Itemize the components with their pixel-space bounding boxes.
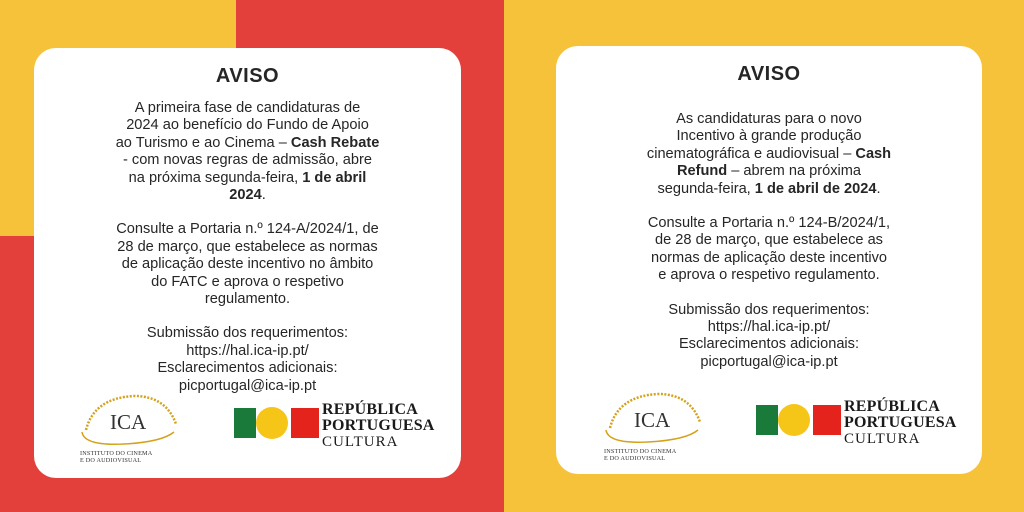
- bold-text: 1 de abril de 2024: [754, 180, 877, 197]
- clarifications-label: Esclarecimentos adicionais:: [678, 336, 860, 353]
- submission-label: Submissão dos requerimentos:: [668, 301, 870, 318]
- submission-label: Submissão dos requerimentos:: [146, 325, 349, 342]
- flag-yellow-circle-icon: [256, 407, 288, 439]
- text-segment: cinematográfica e audiovisual –: [646, 145, 856, 162]
- text-line: de aplicação deste incentivo no âmbito: [121, 256, 374, 273]
- notice-card-cash-refund: [556, 46, 982, 474]
- text-line: [556, 128, 982, 145]
- notice-card-cash-rebate: [34, 48, 461, 478]
- portaria-paragraph: [34, 221, 461, 308]
- text-line: [34, 135, 461, 152]
- bold-text: 1 de abril: [302, 169, 367, 186]
- text-segment: segunda-feira,: [657, 180, 755, 197]
- text-segment: na próxima segunda-feira,: [128, 169, 303, 186]
- text-line: Consulte a Portaria n.º 124-B/2024/1,: [647, 215, 891, 232]
- text-line: [556, 163, 982, 180]
- text-line: [34, 117, 461, 134]
- contact-paragraph: [34, 325, 461, 395]
- flag-red-icon: [291, 408, 319, 438]
- portaria-paragraph: [556, 215, 982, 285]
- ica-subtitle: INSTITUTO DO CINEMA E DO AUDIOVISUAL: [604, 448, 677, 462]
- text-line: Consulte a Portaria n.º 124-A/2024/1, de: [116, 221, 379, 238]
- text-segment: ao Turismo e ao Cinema –: [115, 134, 291, 151]
- flag-yellow-circle-icon: [778, 404, 810, 436]
- card-body: [556, 111, 982, 388]
- text-segment: - com novas regras de admissão, abre: [122, 152, 373, 169]
- ica-logo: [598, 388, 708, 468]
- republica-portuguesa-logo: [756, 398, 957, 451]
- text-line: do FATC e aprova o respetivo: [151, 273, 344, 290]
- ica-logo: [74, 390, 184, 470]
- text-line: de 28 de março, que estabelece as: [655, 232, 883, 249]
- bold-text: Cash: [855, 145, 892, 162]
- republica-text: REPÚBLICA PORTUGUESA CULTURA: [844, 398, 957, 447]
- republica-portuguesa-logo: [234, 401, 435, 454]
- card-title: AVISO: [737, 63, 801, 85]
- text-line: [556, 146, 982, 163]
- announcement-paragraph: [556, 111, 982, 198]
- bold-text: Refund: [676, 163, 728, 180]
- text-segment: A primeira fase de candidaturas de: [134, 100, 361, 116]
- bold-text: 2024: [229, 187, 262, 204]
- ica-letters: ICA: [634, 408, 671, 432]
- ica-letters: ICA: [110, 410, 147, 434]
- bold-text: Cash Rebate: [290, 134, 380, 151]
- text-line: [556, 111, 982, 128]
- text-segment: Incentivo à grande produção: [676, 128, 862, 145]
- ica-subtitle: INSTITUTO DO CINEMA E DO AUDIOVISUAL: [80, 450, 153, 464]
- flag-green-icon: [756, 405, 778, 435]
- clarifications-label: Esclarecimentos adicionais:: [157, 360, 338, 377]
- flag-green-icon: [234, 408, 256, 438]
- contact-paragraph: [556, 302, 982, 372]
- republica-text: REPÚBLICA PORTUGUESA CULTURA: [322, 401, 435, 450]
- contact-email[interactable]: picportugal@ica-ip.pt: [700, 353, 838, 370]
- text-line: e aprova o respetivo regulamento.: [658, 267, 880, 284]
- text-line: [556, 181, 982, 198]
- card-body: [34, 100, 461, 412]
- text-line: [34, 100, 461, 117]
- text-segment: .: [261, 187, 266, 204]
- flag-red-icon: [813, 405, 841, 435]
- text-segment: – abrem na próxima: [727, 163, 862, 180]
- contact-email[interactable]: picportugal@ica-ip.pt: [178, 377, 317, 394]
- text-segment: As candidaturas para o novo: [676, 111, 862, 127]
- text-line: normas de aplicação deste incentivo: [650, 249, 888, 266]
- announcement-paragraph: [34, 100, 461, 204]
- text-line: [34, 152, 461, 169]
- text-line: 28 de março, que estabelece as normas: [117, 238, 378, 255]
- text-line: [34, 187, 461, 204]
- submission-link[interactable]: https://hal.ica-ip.pt/: [186, 342, 309, 359]
- text-segment: .: [876, 180, 881, 197]
- text-line: [34, 170, 461, 187]
- card-title: AVISO: [215, 65, 280, 87]
- text-line: regulamento.: [204, 291, 291, 308]
- submission-link[interactable]: https://hal.ica-ip.pt/: [707, 319, 831, 336]
- text-segment: 2024 ao benefício do Fundo de Apoio: [126, 117, 369, 134]
